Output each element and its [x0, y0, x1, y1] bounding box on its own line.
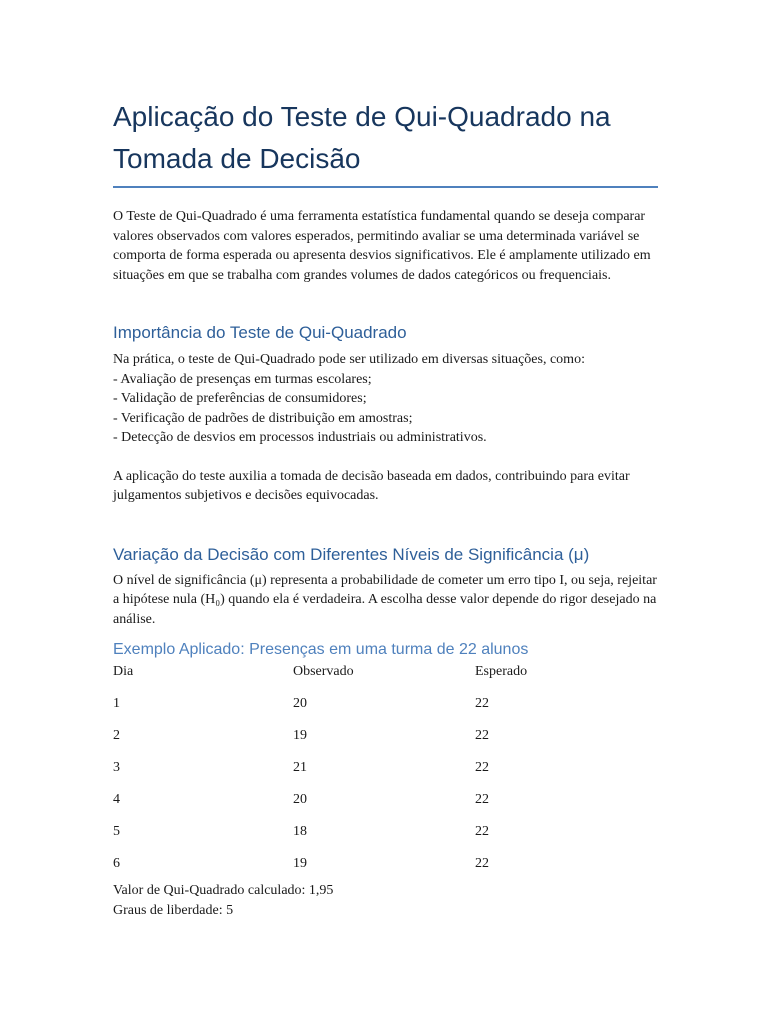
- document-page: [113, 96, 658, 920]
- table-row: [113, 758, 658, 790]
- cell-esperado: 22: [475, 728, 489, 743]
- importance-conclusion: A aplicação do teste auxilia a tomada de decisão baseada em dados, contribuindo para evitar julgamentos subjetivos e decisões equivocadas.: [113, 468, 630, 503]
- intro-paragraph: O Teste de Qui-Quadrado é uma ferramenta estatística fundamental quando se deseja comparar valores observados com valores esperados, permitindo avaliar se uma determinada variável se comporta de forma esperada ou apresenta desvios significativos. Ele é amplamente utilizado em situações em que se trabalha com grandes volumes de dados categóricos ou frequenciais.: [113, 209, 651, 283]
- cell-esperado: 22: [475, 792, 489, 807]
- table-row: [113, 822, 658, 854]
- attendance-table: [113, 662, 658, 886]
- cell-dia: 3: [113, 760, 120, 775]
- document-title: Aplicação do Teste de Qui-Quadrado na Tomada de Decisão: [113, 96, 658, 188]
- cell-observado: 20: [293, 792, 307, 807]
- cell-observado: 21: [293, 760, 307, 775]
- column-header-observado: Observado: [293, 664, 354, 679]
- table-row: [113, 790, 658, 822]
- list-item: - Avaliação de presenças em turmas escolares;: [113, 371, 372, 387]
- cell-observado: 20: [293, 696, 307, 711]
- cell-esperado: 22: [475, 696, 489, 711]
- results-block: [113, 881, 658, 920]
- cell-observado: 18: [293, 824, 307, 839]
- list-item: - Detecção de desvios em processos industriais ou administrativos.: [113, 430, 487, 445]
- list-item: - Verificação de padrões de distribuição em amostras;: [113, 410, 413, 426]
- degrees-of-freedom-result: Graus de liberdade: 5: [113, 902, 234, 918]
- importance-heading: Importância do Teste de Qui-Quadrado: [113, 323, 407, 342]
- cell-dia: 6: [113, 856, 120, 871]
- cell-dia: 5: [113, 824, 120, 839]
- list-item: - Validação de preferências de consumidores;: [113, 391, 367, 406]
- cell-dia: 4: [113, 792, 120, 807]
- cell-esperado: 22: [475, 760, 489, 775]
- cell-observado: 19: [293, 856, 307, 871]
- example-heading: Exemplo Aplicado: Presenças em uma turma de 22 alunos: [113, 641, 529, 658]
- cell-esperado: 22: [475, 856, 489, 871]
- significance-paragraph: O nível de significância (μ) representa a probabilidade de cometer um erro tipo I, ou seja, rejeitar a hipótese nula (H₀) quando ela é verdadeira. A escolha desse valor depende do rigor desejado na análise.: [113, 572, 657, 627]
- table-row: [113, 694, 658, 726]
- chi-square-result: Valor de Qui-Quadrado calculado: 1,95: [113, 883, 334, 898]
- importance-lead: Na prática, o teste de Qui-Quadrado pode ser utilizado em diversas situações, como:: [113, 352, 585, 367]
- importance-list: [113, 350, 658, 448]
- cell-dia: 1: [113, 696, 120, 711]
- column-header-dia: Dia: [113, 664, 134, 679]
- column-header-esperado: Esperado: [475, 664, 528, 679]
- significance-heading: Variação da Decisão com Diferentes Níveis de Significância (μ): [113, 544, 590, 564]
- cell-observado: 19: [293, 728, 307, 743]
- table-row: [113, 726, 658, 758]
- cell-esperado: 22: [475, 824, 489, 839]
- cell-dia: 2: [113, 728, 120, 743]
- table-header-row: [113, 662, 658, 694]
